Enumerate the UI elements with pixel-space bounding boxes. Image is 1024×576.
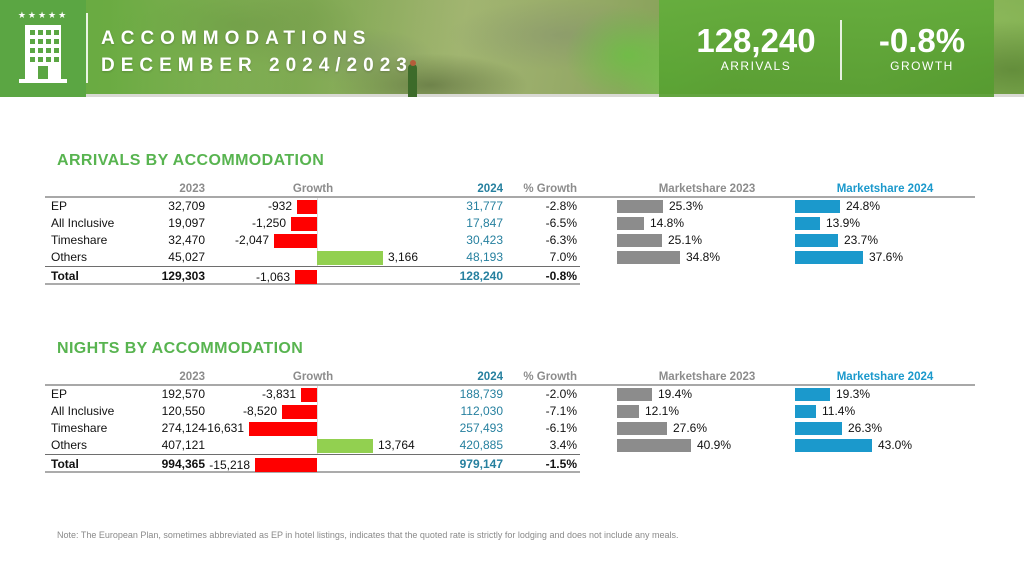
marketshare-2023-bar — [617, 439, 691, 452]
marketshare-2023-value: 14.8% — [650, 216, 685, 230]
nights-table-title: NIGHTS BY ACCOMMODATION — [57, 340, 304, 357]
value-2024: 112,030 — [460, 404, 503, 418]
growth-cell — [45, 269, 317, 284]
stats-divider — [840, 20, 842, 80]
banner-divider — [86, 13, 88, 83]
growth-cell — [45, 421, 317, 436]
marketshare-2023-cell — [617, 234, 702, 247]
arrivals-label: ARRIVALS — [720, 59, 792, 73]
table-row — [45, 249, 979, 266]
col-marketshare-2023: Marketshare 2023 — [658, 183, 756, 195]
growth-bar — [249, 422, 317, 436]
growth-label: GROWTH — [890, 59, 954, 73]
value-2023: 407,121 — [161, 438, 205, 452]
arrivals-table — [45, 152, 979, 285]
marketshare-2024-bar — [795, 251, 863, 264]
col-marketshare-2023: Marketshare 2023 — [658, 371, 756, 383]
table-row — [45, 215, 979, 232]
marketshare-2024-cell — [795, 439, 912, 452]
total-label: Total — [51, 269, 79, 283]
row-label: EP — [51, 199, 68, 213]
arrivals-value: 128,240 — [696, 22, 816, 59]
marketshare-2023-value: 12.1% — [645, 404, 680, 418]
marketshare-2024-cell — [795, 422, 882, 435]
value-2023: 32,470 — [168, 233, 205, 247]
table-row — [45, 386, 979, 403]
marketshare-2024-cell — [795, 251, 903, 264]
value-2024: 30,423 — [466, 233, 503, 247]
value-2024: 31,777 — [466, 199, 503, 213]
col-2023: 2023 — [179, 371, 205, 383]
marketshare-2024-value: 11.4% — [822, 404, 856, 418]
report-title-line2: DECEMBER 2024/2023 — [101, 55, 413, 76]
nights-table-header — [45, 369, 975, 386]
marketshare-2024-value: 37.6% — [869, 250, 904, 264]
marketshare-2024-cell — [795, 388, 870, 401]
col-marketshare-2024: Marketshare 2024 — [836, 183, 934, 195]
marketshare-2024-cell — [795, 405, 855, 418]
pct-growth: -6.3% — [545, 233, 577, 247]
col-2024: 2024 — [477, 183, 503, 195]
growth-bar — [301, 388, 317, 402]
marketshare-2023-value: 27.6% — [673, 421, 708, 435]
arrivals-table-title: ARRIVALS BY ACCOMMODATION — [57, 152, 325, 169]
total-label: Total — [51, 457, 79, 471]
total-pct-growth: -1.5% — [545, 457, 577, 471]
row-label: Others — [51, 438, 88, 452]
growth-cell — [45, 233, 317, 248]
row-label: Timeshare — [51, 233, 108, 247]
row-label: Timeshare — [51, 421, 108, 435]
growth-bar — [274, 234, 317, 248]
value-2024: 17,847 — [466, 216, 503, 230]
arrivals-stat — [686, 24, 826, 73]
growth-value: -8,520 — [242, 404, 277, 418]
arrivals-table-header — [45, 181, 975, 198]
marketshare-2023-cell — [617, 405, 679, 418]
marketshare-2024-value: 19.3% — [836, 387, 871, 401]
five-stars-icon: ★★★★★ — [17, 10, 69, 20]
marketshare-2023-cell — [617, 217, 684, 230]
table-row — [45, 198, 979, 215]
growth-cell — [45, 404, 317, 419]
col-2023: 2023 — [179, 183, 205, 195]
nights-table — [45, 340, 979, 473]
growth-value: -16,631 — [203, 421, 244, 435]
arrivals-rows — [45, 198, 979, 266]
growth-cell — [45, 199, 317, 214]
marketshare-2023-bar — [617, 251, 680, 264]
growth-stat — [852, 24, 992, 73]
total-2023: 129,303 — [161, 269, 205, 283]
marketshare-2023-bar — [617, 234, 662, 247]
marketshare-2023-value: 19.4% — [658, 387, 693, 401]
row-label: All Inclusive — [51, 216, 115, 230]
value-2023: 120,550 — [161, 404, 205, 418]
marketshare-2023-bar — [617, 200, 663, 213]
growth-value: -932 — [267, 199, 292, 213]
marketshare-2024-cell — [795, 200, 880, 213]
growth-value: -2,047 — [234, 233, 269, 247]
marketshare-2023-cell — [617, 439, 731, 452]
growth-value: -15,218 — [209, 457, 250, 472]
marketshare-2024-value: 13.9% — [826, 216, 861, 230]
col-marketshare-2024: Marketshare 2024 — [836, 371, 934, 383]
growth-value: -3,831 — [261, 387, 296, 401]
value-2023: 192,570 — [161, 387, 205, 401]
growth-bar — [291, 217, 317, 231]
marketshare-2023-cell — [617, 200, 703, 213]
marketshare-2024-bar — [795, 422, 842, 435]
marketshare-2024-bar — [795, 405, 816, 418]
growth-bar — [255, 458, 317, 472]
growth-value: -1,063 — [255, 269, 290, 284]
marketshare-2023-cell — [617, 251, 720, 264]
marketshare-2023-bar — [617, 217, 644, 230]
total-2024: 979,147 — [459, 457, 503, 471]
marketshare-2024-cell — [795, 234, 878, 247]
pct-growth: -2.0% — [545, 387, 577, 401]
total-2023: 994,365 — [161, 457, 205, 471]
report-title — [101, 25, 413, 79]
growth-bar — [282, 405, 317, 419]
growth-bar — [297, 200, 317, 214]
growth-bar — [295, 270, 317, 284]
value-2023: 274,124 — [161, 421, 205, 435]
nights-rows — [45, 386, 979, 454]
pct-growth: -7.1% — [545, 404, 577, 418]
pct-growth: -2.8% — [545, 199, 577, 213]
value-2023: 45,027 — [168, 250, 205, 264]
col-growth: Growth — [292, 371, 334, 383]
marketshare-2023-value: 40.9% — [697, 438, 732, 452]
pct-growth: -6.5% — [545, 216, 577, 230]
table-row — [45, 232, 979, 249]
report-title-line1: ACCOMMODATIONS — [101, 28, 372, 49]
row-label: All Inclusive — [51, 404, 115, 418]
growth-cell — [45, 457, 317, 472]
marketshare-2024-value: 43.0% — [878, 438, 913, 452]
growth-value: -1,250 — [251, 216, 286, 230]
value-2023: 32,709 — [168, 199, 205, 213]
growth-value: 3,166 — [388, 250, 419, 264]
col-growth: Growth — [292, 183, 334, 195]
marketshare-2023-value: 34.8% — [686, 250, 721, 264]
value-2024: 48,193 — [466, 250, 503, 264]
pct-growth: -6.1% — [545, 421, 577, 435]
growth-value: 13,764 — [378, 438, 415, 452]
marketshare-2024-value: 26.3% — [848, 421, 883, 435]
growth-cell — [45, 387, 317, 402]
total-2024: 128,240 — [459, 269, 503, 283]
table-row — [45, 437, 979, 454]
marketshare-2023-cell — [617, 422, 707, 435]
marketshare-2024-bar — [795, 217, 820, 230]
marketshare-2023-value: 25.3% — [669, 199, 704, 213]
growth-cell — [45, 216, 317, 231]
arrivals-total-row — [45, 266, 580, 285]
marketshare-2023-value: 25.1% — [668, 233, 703, 247]
marketshare-2024-bar — [795, 234, 838, 247]
report-banner — [0, 0, 1024, 97]
footnote: Note: The European Plan, sometimes abbreviated as EP in hotel listings, indicates that the quoted rate is strictly for lodging and does not include any meals. — [57, 530, 679, 540]
value-2024: 257,493 — [459, 421, 503, 435]
value-2023: 19,097 — [168, 216, 205, 230]
marketshare-2024-bar — [795, 200, 840, 213]
pct-growth: 3.4% — [549, 438, 577, 452]
col-2024: 2024 — [477, 371, 503, 383]
hotel-building-icon — [15, 23, 71, 85]
table-row — [45, 403, 979, 420]
value-2024: 420,885 — [459, 438, 503, 452]
row-label: EP — [51, 387, 68, 401]
marketshare-2023-bar — [617, 405, 639, 418]
marketshare-2024-value: 24.8% — [846, 199, 881, 213]
growth-value: -0.8% — [878, 22, 966, 59]
pct-growth: 7.0% — [549, 250, 577, 264]
col-pct-growth: % Growth — [523, 371, 577, 383]
row-label: Others — [51, 250, 88, 264]
marketshare-2023-bar — [617, 422, 667, 435]
marketshare-2023-bar — [617, 388, 652, 401]
nights-total-row — [45, 454, 580, 473]
value-2024: 188,739 — [459, 387, 503, 401]
total-pct-growth: -0.8% — [545, 269, 577, 283]
col-pct-growth: % Growth — [523, 183, 577, 195]
marketshare-2024-bar — [795, 388, 830, 401]
hotel-logo-block — [0, 0, 86, 97]
marketshare-2023-cell — [617, 388, 692, 401]
marketshare-2024-bar — [795, 439, 872, 452]
marketshare-2024-value: 23.7% — [844, 233, 879, 247]
marketshare-2024-cell — [795, 217, 860, 230]
table-row — [45, 420, 979, 437]
